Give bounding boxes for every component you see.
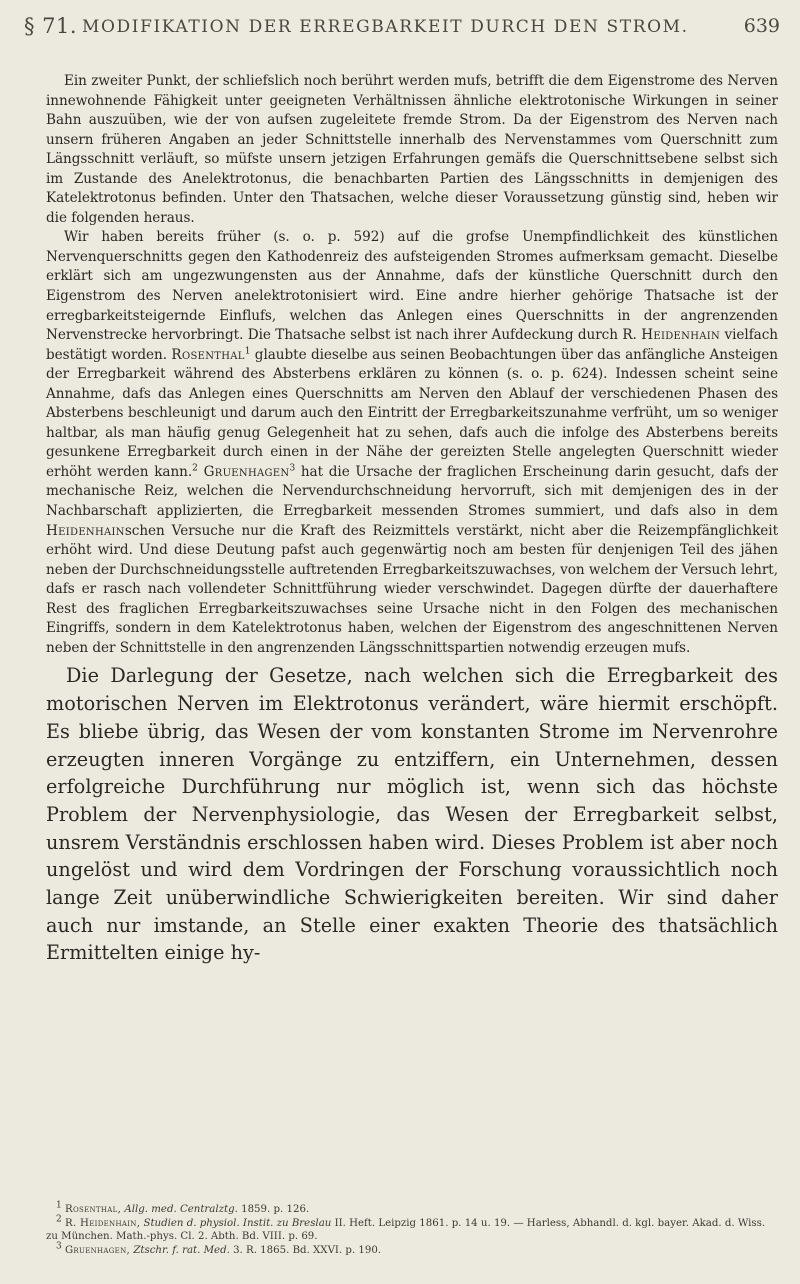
page-number: 639 <box>743 15 780 37</box>
footnote-ref: 2 <box>192 463 198 474</box>
author-name: Heidenhain <box>46 522 125 539</box>
footnote-2: $^2$ R. Heidenhain, Studien d. physiol. Instit. zu Breslau II. Heft. Leipzig 1861. p. 14 u. 19. — Harless, Abhandl. d. kgl. bayer. Akad. d. Wiss. zu München. Math.-phys. Cl. 2. Abth. Bd. VIII. p. 69. <box>46 1214 766 1243</box>
running-title: MODIFIKATION DER ERREGBARKEIT DURCH DEN STROM. <box>82 17 689 37</box>
footnote-ref: 1 <box>244 346 251 357</box>
author-name: Heidenhain <box>641 327 721 344</box>
footnote-1: $^1$ Rosenthal, Allg. med. Centralztg. 1859. p. 126. <box>56 1200 310 1215</box>
author-name: Gruenhagen <box>203 463 290 480</box>
running-header <box>24 14 780 50</box>
paragraph-3: Die Darlegung der Gesetze, nach welchen sich die Erregbarkeit des motorischen Nerven im Elektrotonus verändert, wäre hiermit erschöpft. Es bliebe übrig, das Wesen der vom konstanten Strome im Nervenrohre erzeugten inneren Vorgänge zu entziffern, ein Unternehmen, dessen erfolgreiche Durchführung nur möglich ist, wenn sich das höchste Problem der Nervenphysiologie, das Wesen der Erregbarkeit selbst, unsrem Verständnis erschlossen haben wird. Dieses Problem ist aber noch ungelöst und wird dem Vordringen der Forschung voraussichtlich noch lange Zeit unüberwindliche Schwierigkeiten bereiten. Wir sind daher auch nur imstande, an Stelle einer exakten Theorie des thatsächlich Ermittelten einige hy- <box>46 664 778 965</box>
footnotes <box>46 1200 778 1257</box>
footnote-ref: 3 <box>289 463 296 474</box>
author-name: Rosenthal <box>171 346 245 363</box>
paragraph-2: Wir haben bereits früher (s. o. p. 592) auf die grofse Unempfindlichkeit des künstlichen Nervenquerschnitts gegen den Kathodenreiz des aufsteigenden Stromes aufmerksam gemacht. Dieselbe erklärt sich am ungezwungensten aus der Annahme, dafs der künstliche Querschnitt durch den Eigenstrom des Nerven anelektrotonisiert wird. Eine andre hierher gehörige Thatsache ist der erregbarkeitsteigernde Einflufs, welchen das Anlegen eines Querschnitts in der angrenzenden Nervenstrecke hervorbringt. Die Thatsache selbst ist nach ihrer Aufdeckung durch R. Heidenhain vielfach bestätigt worden. Rosenthal$^1$ glaubte dieselbe aus seinen Beobachtungen über das anfängliche Ansteigen der Erregbarkeit während des Absterbens erklären zu können (s. o. p. 624). Indessen scheint seine Annahme, dafs das Anlegen eines Querschnitts am Nerven den Ablauf der verschiedenen Phasen des Absterbens beschleunigt und darum auch den Eintritt der Erregbarkeitszunahme verfrüht, um so weniger haltbar, als man häufig genug Gelegenheit hat zu sehen, dafs auch die infolge des Absterbens bereits gesunkene Erregbarkeit durch einen in der Nähe der gereizten Stelle angelegten Querschnitt wieder erhöht werden kann.$^2$ Gruenhagen$^3$ hat die Ursache der fraglichen Erscheinung darin gesucht, dafs der mechanische Reiz, welchen die Nervendurchschneidung hervorruft, sich mit demjenigen des in der Nachbarschaft applizierten, die Erregbarkeit messenden Stromes summiert, und dafs also in dem Heidenhainschen Versuche nur die Kraft des Reizmittels verstärkt, nicht aber die Reizempfänglichkeit erhöht wird. Und diese Deutung pafst auch gegenwärtig noch am besten für denjenigen Teil des jähen neben der Durchschneidungsstelle auftretenden Erregbarkeitszuwachses, von welchem der Versuch lehrt, dafs er rasch nach vollendeter Schnittführung wieder verschwindet. Dagegen dürfte der dauerhaftere Rest des fraglichen Erregbarkeitszuwachses seine Ursache nicht in den Folgen des mechanischen Eingriffs, sondern in dem Katelektrotonus haben, welchen der Eigenstrom des angeschnittenen Nerven neben der Schnittstelle in den angrenzenden Längsschnittspartien notwendig erzeugen mufs. <box>46 229 779 656</box>
main-text <box>46 72 778 967</box>
paragraph-1: Ein zweiter Punkt, der schliefslich noch berührt werden mufs, betrifft die dem Eigenstrome des Nerven innewohnende Fähigkeit unter geeigneten Verhältnissen ähnliche elektrotonische Wirkungen in seiner Bahn auszuüben, wie der von aufsen zugeleitete fremde Strom. Da der Eigenstrom des Nerven nach unsern früheren Angaben an jeder Schnittstelle innerhalb des Nervenstammes vom Querschnitt zum Längsschnitt verläuft, so müfste unsern jetzigen Erfahrungen gemäfs die Querschnittsebene selbst sich im Zustande des Anelektrotonus, die benachbarten Partien des Längsschnitts in demjenigen des Katelektrotonus befinden. Unter den Thatsachen, welche dieser Voraussetzung günstig sind, heben wir die folgenden heraus. <box>46 73 778 226</box>
section-number: § 71. <box>24 14 78 38</box>
footnote-3: $^3$ Gruenhagen, Ztschr. f. rat. Med. 3. R. 1865. Bd. XXVI. p. 190. <box>56 1241 382 1256</box>
